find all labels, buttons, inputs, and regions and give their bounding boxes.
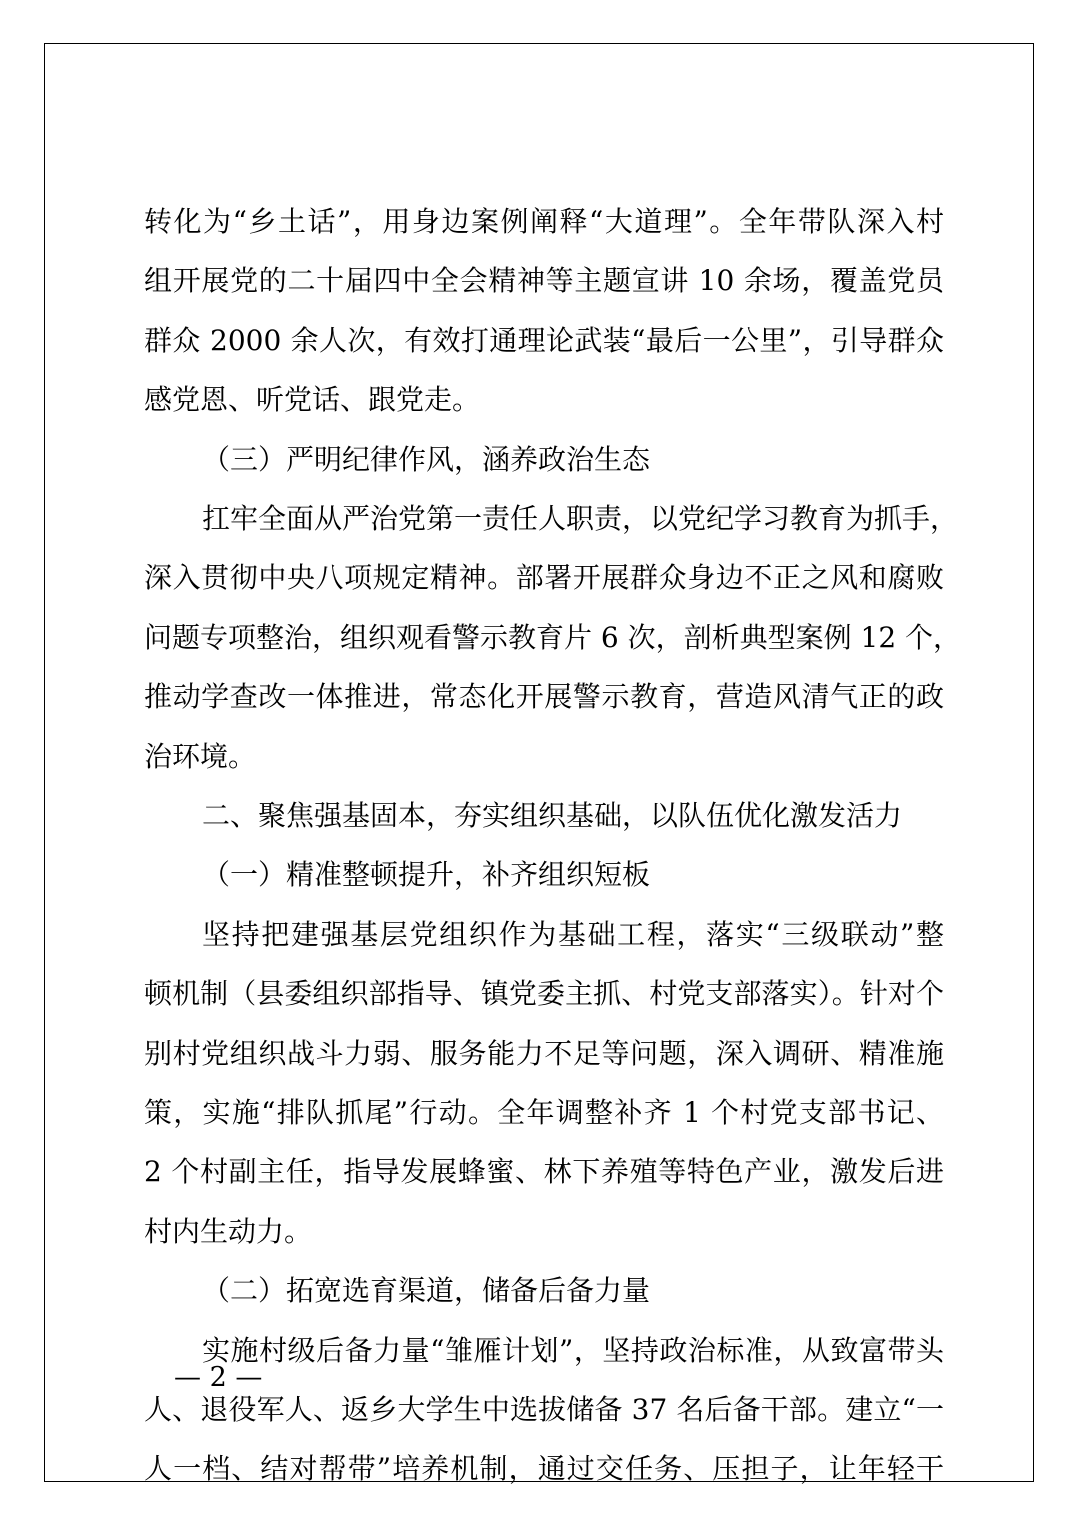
text-line: 村内生动力。 <box>144 1215 313 1248</box>
text-line: 组开展党的二十届四中全会精神等主题宣讲 10 余场，覆盖党员 <box>144 264 944 297</box>
text-line: 2 个村副主任，指导发展蜂蜜、林下养殖等特色产业，激发后进 <box>144 1155 944 1188</box>
text-line: （三）严明纪律作风，涵养政治生态 <box>202 443 651 476</box>
text-line: 感党恩、听党话、跟党走。 <box>144 383 481 416</box>
text-line: 二、聚焦强基固本，夯实组织基础，以队伍优化激发活力 <box>202 799 903 832</box>
text-line: 扛牢全面从严治党第一责任人职责，以党纪学习教育为抓手， <box>202 502 959 535</box>
text-line: 策，实施“排队抓尾”行动。全年调整补齐 1 个村党支部书记、 <box>144 1096 944 1129</box>
text-line: （一）精准整顿提升，补齐组织短板 <box>202 858 651 891</box>
page-number: — 2 — <box>174 1362 263 1393</box>
text-line: 人、退役军人、返乡大学生中选拔储备 37 名后备干部。建立“一 <box>144 1393 944 1426</box>
text-line: 群众 2000 余人次，有效打通理论武装“最后一公里”，引导群众 <box>144 324 944 357</box>
text-line: 治环境。 <box>144 740 257 773</box>
text-line: 坚持把建强基层党组织作为基础工程，落实“三级联动”整 <box>202 918 944 951</box>
text-line: 问题专项整治，组织观看警示教育片 6 次，剖析典型案例 12 个， <box>144 621 962 654</box>
text-line: 推动学查改一体推进，常态化开展警示教育，营造风清气正的政 <box>144 680 944 713</box>
text-line: 深入贯彻中央八项规定精神。部署开展群众身边不正之风和腐败 <box>144 561 944 594</box>
text-line: 顿机制（县委组织部指导、镇党委主抓、村党支部落实）。针对个 <box>144 977 944 1010</box>
text-line: （二）拓宽选育渠道，储备后备力量 <box>202 1274 651 1307</box>
text-line: 转化为“乡土话”，用身边案例阐释“大道理”。全年带队深入村 <box>144 205 944 238</box>
text-line: 人一档、结对帮带”培养机制，通过交任务、压担子，让年轻干 <box>144 1452 944 1485</box>
text-line: 实施村级后备力量“雏雁计划”，坚持政治标准，从致富带头 <box>202 1334 944 1367</box>
text-line: 别村党组织战斗力弱、服务能力不足等问题，深入调研、精准施 <box>144 1037 944 1070</box>
